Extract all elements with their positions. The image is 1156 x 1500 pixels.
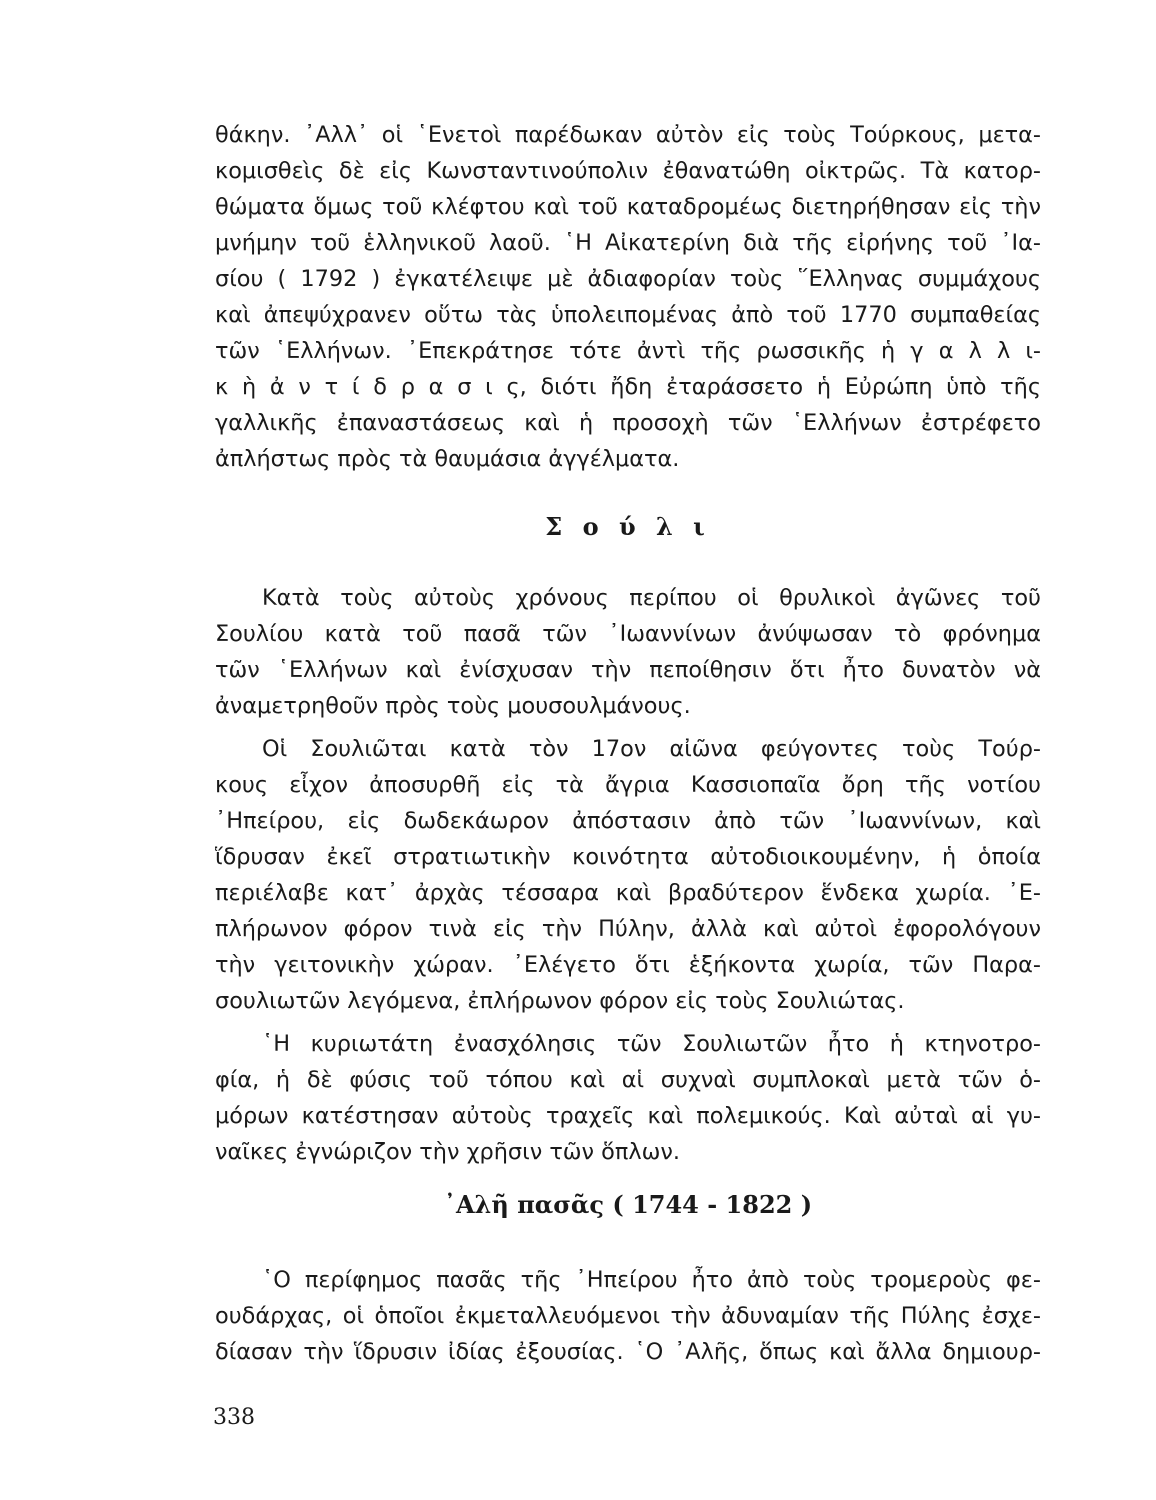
text-line: ἀναμετρηθοῦν πρὸς τοὺς μουσουλμάνους.	[215, 693, 691, 719]
text-line: ἵδρυσαν ἐκεῖ στρατιωτικὴν κοινότητα αὐτοδιοικουμένην, ἡ ὁποία	[215, 844, 1041, 870]
text-line: περιέλαβε κατ᾿ ἀρχὰς τέσσαρα καὶ βραδύτερον ἕνδεκα χωρία. ᾿Ε-	[215, 880, 1041, 906]
text-line: ουδάρχας, οἱ ὁποῖοι ἐκμεταλλευόμενοι τὴν ἀδυναμίαν τῆς Πύλης ἐσχε-	[215, 1303, 1041, 1329]
text-line: καὶ ἀπεψύχρανεν οὕτω τὰς ὑπολειπομένας ἀπὸ τοῦ 1770 συμπαθείας	[215, 302, 1041, 328]
text-line: γαλλικῆς ἐπαναστάσεως καὶ ἡ προσοχὴ τῶν ῾Ελλήνων ἐστρέφετο	[215, 410, 1041, 436]
text-line: τῶν ῾Ελλήνων. ᾿Επεκράτησε τότε ἀντὶ τῆς ρωσσικῆς ἡ γ α λ λ ι-	[215, 338, 1041, 364]
text-line: Οἱ Σουλιῶται κατὰ τὸν 17ον αἰῶνα φεύγοντες τοὺς Τούρ-	[262, 736, 1041, 762]
section-heading-souli: Σ ο ύ λ ι	[545, 512, 711, 541]
text-line: ῾Ο περίφημος πασᾶς τῆς ᾿Ηπείρου ἦτο ἀπὸ τοὺς τρομεροὺς φε-	[262, 1267, 1041, 1293]
text-line: τὴν γειτονικὴν χώραν. ᾿Ελέγετο ὅτι ἑξήκοντα χωρία, τῶν Παρα-	[215, 952, 1041, 978]
text-line: θάκην. ᾿Αλλ᾿ οἱ ῾Ενετοὶ παρέδωκαν αὐτὸν εἰς τοὺς Τούρκους, μετα-	[215, 122, 1041, 148]
text-line: φία, ἡ δὲ φύσις τοῦ τόπου καὶ αἱ συχναὶ συμπλοκαὶ μετὰ τῶν ὁ-	[215, 1067, 1041, 1093]
text-line: Σουλίου κατὰ τοῦ πασᾶ τῶν ᾿Ιωαννίνων ἀνύψωσαν τὸ φρόνημα	[215, 621, 1041, 647]
page-number: 338	[213, 1405, 255, 1430]
text-line: ῾Η κυριωτάτη ἐνασχόλησις τῶν Σουλιωτῶν ἦτο ἡ κτηνοτρο-	[262, 1031, 1041, 1057]
text-line: μόρων κατέστησαν αὐτοὺς τραχεῖς καὶ πολεμικούς. Καὶ αὐταὶ αἱ γυ-	[215, 1103, 1041, 1129]
text-line: δίασαν τὴν ἵδρυσιν ἰδίας ἐξουσίας. ῾Ο ᾿Αλῆς, ὅπως καὶ ἄλλα δημιουρ-	[215, 1339, 1041, 1365]
text-line: θώματα ὅμως τοῦ κλέφτου καὶ τοῦ καταδρομέως διετηρήθησαν εἰς τὴν	[215, 194, 1041, 220]
section-heading-ali-pasha: ᾿Αλῆ πασᾶς ( 1744 - 1822 )	[443, 1190, 813, 1219]
text-line: κ ὴ ἀ ν τ ί δ ρ α σ ι ς, διότι ἤδη ἐταράσσετο ἡ Εὐρώπη ὑπὸ τῆς	[215, 374, 1041, 400]
text-line: Κατὰ τοὺς αὐτοὺς χρόνους περίπου οἱ θρυλικοὶ ἀγῶνες τοῦ	[262, 585, 1041, 611]
text-line: κομισθεὶς δὲ εἰς Κωνσταντινούπολιν ἐθανατώθη οἰκτρῶς. Τὰ κατορ-	[215, 158, 1041, 184]
text-line: σίου ( 1792 ) ἐγκατέλειψε μὲ ἀδιαφορίαν τοὺς ῞Ελληνας συμμάχους	[215, 266, 1041, 292]
text-line: σουλιωτῶν λεγόμενα, ἐπλήρωνον φόρον εἰς τοὺς Σουλιώτας.	[215, 988, 905, 1014]
text-line: ναῖκες ἐγνώριζον τὴν χρῆσιν τῶν ὅπλων.	[215, 1139, 680, 1165]
text-line: κους εἶχον ἀποσυρθῆ εἰς τὰ ἄγρια Κασσιοπαῖα ὄρη τῆς νοτίου	[215, 772, 1041, 798]
text-line: τῶν ῾Ελλήνων καὶ ἐνίσχυσαν τὴν πεποίθησιν ὅτι ἦτο δυνατὸν νὰ	[215, 657, 1041, 683]
text-line: μνήμην τοῦ ἑλληνικοῦ λαοῦ. ῾Η Αἰκατερίνη διὰ τῆς εἰρήνης τοῦ ᾿Ια-	[215, 230, 1041, 256]
text-line: ἀπλήστως πρὸς τὰ θαυμάσια ἀγγέλματα.	[215, 446, 680, 472]
text-line: ᾿Ηπείρου, εἰς δωδεκάωρον ἀπόστασιν ἀπὸ τῶν ᾿Ιωαννίνων, καὶ	[215, 808, 1041, 834]
text-line: πλήρωνον φόρον τινὰ εἰς τὴν Πύλην, ἀλλὰ καὶ αὐτοὶ ἐφορολόγουν	[215, 916, 1041, 942]
